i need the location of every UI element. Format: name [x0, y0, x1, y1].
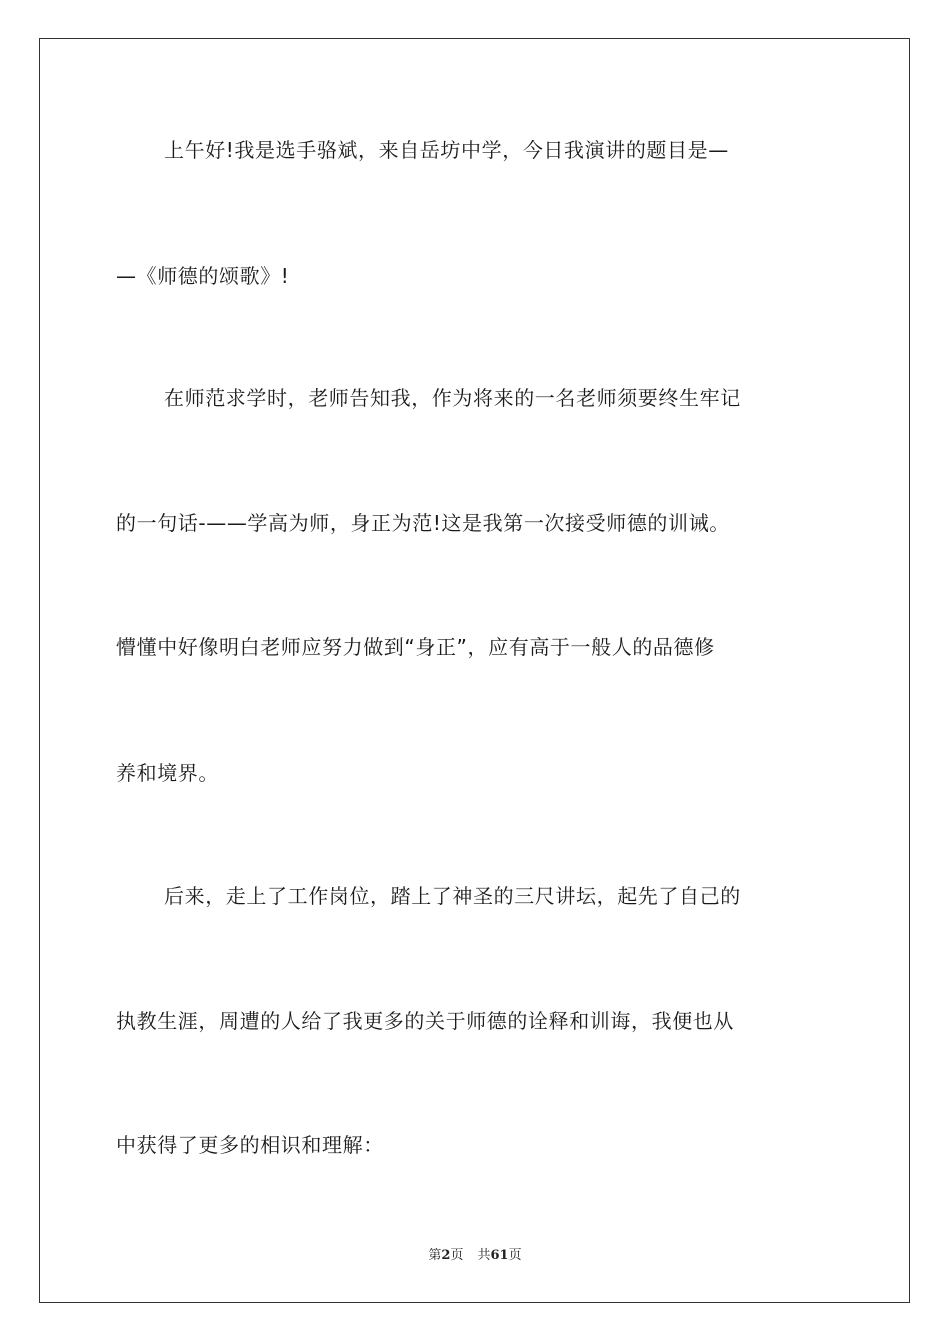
paragraph-line-9: 中获得了更多的相识和理解： — [116, 1133, 384, 1157]
page-suffix: 页 — [450, 1248, 464, 1263]
paragraph-line-1: 上午好!我是选手骆斌，来自岳坊中学，今日我演讲的题目是— — [164, 138, 729, 162]
paragraph-line-7: 后来，走上了工作岗位，踏上了神圣的三尺讲坛，起先了自己的 — [164, 884, 741, 908]
page-footer — [0, 1247, 950, 1265]
page-prefix: 第 — [428, 1248, 442, 1263]
paragraph-line-2: —《师德的颂歌》! — [116, 264, 290, 288]
total-suffix: 页 — [508, 1248, 522, 1263]
paragraph-line-5: 懵懂中好像明白老师应努力做到“身正”，应有高于一般人的品德修 — [116, 635, 715, 659]
total-pages: 61 — [490, 1248, 509, 1263]
page-number: 2 — [441, 1248, 451, 1263]
paragraph-line-6: 养和境界。 — [116, 761, 219, 785]
page-border — [39, 38, 910, 1303]
total-prefix: 共 — [477, 1248, 491, 1263]
paragraph-line-4: 的一句话-——学高为师，身正为范!这是我第一次接受师德的训诫。 — [116, 511, 730, 535]
paragraph-line-8: 执教生涯，周遭的人给了我更多的关于师德的诠释和训诲，我便也从 — [116, 1009, 734, 1033]
paragraph-line-3: 在师范求学时，老师告知我，作为将来的一名老师须要终生牢记 — [164, 386, 741, 410]
